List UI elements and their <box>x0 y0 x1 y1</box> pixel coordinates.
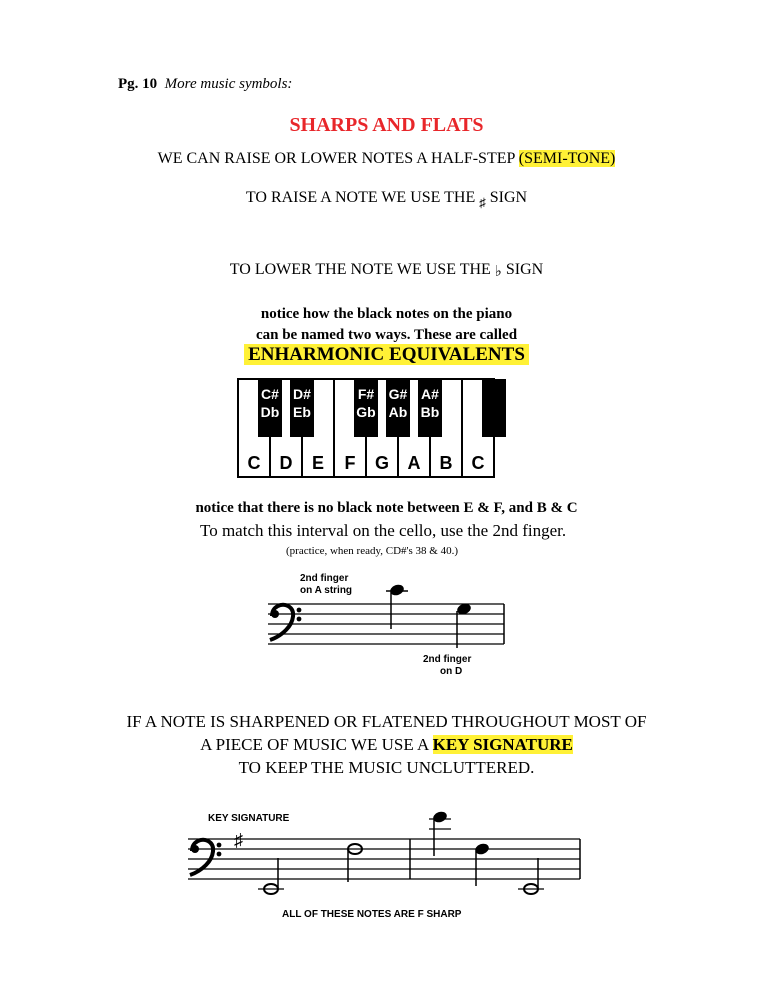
black-key-label: F# <box>357 386 375 402</box>
raise-text: TO RAISE A NOTE WE USE THE <box>245 189 480 206</box>
half-step-text: WE CAN RAISE OR LOWER NOTES A HALF-STEP <box>157 150 519 167</box>
black-key-label: A# <box>421 386 439 402</box>
practice-note: (practice, when ready, CD#'s 38 & 40.) <box>286 545 459 557</box>
staff-second-finger <box>260 566 520 686</box>
key-para-line3: TO KEEP THE MUSIC UNCLUTTERED. <box>238 758 535 777</box>
key-para-line2-text: A PIECE OF MUSIC WE USE A <box>200 735 433 754</box>
label-a-line2: on A string <box>300 585 353 596</box>
section-title: SHARPS AND FLATS <box>289 114 484 136</box>
raise-sign-text: SIGN <box>485 189 528 206</box>
key-sharp-icon: ♯ <box>234 830 243 850</box>
notice-piano-line-a: notice how the black notes on the piano <box>260 306 513 322</box>
flat-symbol-icon: ♭ <box>494 264 502 280</box>
raise-line <box>0 189 773 210</box>
black-key-label: Bb <box>420 404 440 420</box>
page-header <box>118 76 292 93</box>
staff2-caption: ALL OF THESE NOTES ARE F SHARP <box>282 909 462 920</box>
white-key-label: C <box>247 453 261 473</box>
bass-clef-icon <box>190 840 221 875</box>
page-number: Pg. 10 <box>118 76 158 92</box>
key-para-line2 <box>0 733 773 756</box>
bass-clef-icon <box>270 605 301 640</box>
notice-no-black: notice that there is no black note between E & F, and B & C <box>195 500 578 516</box>
key-signature-highlight: KEY SIGNATURE <box>432 735 573 754</box>
label-d-line1: 2nd finger <box>423 654 472 665</box>
half-step-line <box>0 150 773 168</box>
key-signature-paragraph <box>0 710 773 779</box>
notice-piano <box>0 304 773 346</box>
staff-key-signature <box>180 800 600 930</box>
page-subtitle: More music symbols: <box>164 76 293 92</box>
white-key-label: G <box>374 453 390 473</box>
lower-sign-text: SIGN <box>501 261 544 278</box>
white-key-label: D <box>279 453 293 473</box>
lower-text: TO LOWER THE NOTE WE USE THE <box>229 261 495 278</box>
semi-tone-highlight: (SEMI-TONE) <box>518 150 616 167</box>
black-key-label: D# <box>293 386 311 402</box>
black-key <box>482 379 506 437</box>
label-a-line1: 2nd finger <box>300 573 349 584</box>
lower-line <box>0 260 773 279</box>
black-key-label: Eb <box>293 404 311 420</box>
enharmonic-highlight: ENHARMONIC EQUIVALENTS <box>244 344 529 365</box>
white-key-label: F <box>344 453 356 473</box>
notice-piano-line-b: can be named two ways. These are called <box>255 327 518 343</box>
key-para-line1: IF A NOTE IS SHARPENED OR FLATENED THROUGHOUT MOST OF <box>126 712 647 731</box>
black-key-label: Ab <box>388 404 408 420</box>
sharp-symbol-icon: ♯ <box>479 195 486 210</box>
black-key-label: C# <box>261 386 279 402</box>
black-key-label: Gb <box>356 404 376 420</box>
black-key-label: G# <box>388 386 408 402</box>
black-key-label: Db <box>260 404 280 420</box>
piano-keyboard <box>236 377 516 479</box>
white-key-label: B <box>439 453 453 473</box>
enharmonic-heading <box>0 344 773 366</box>
label-d-line2: on D <box>440 666 463 677</box>
match-interval-text: To match this interval on the cello, use the 2nd finger. <box>200 521 567 540</box>
white-key-label: C <box>471 453 485 473</box>
staff2-lines <box>188 839 580 879</box>
white-key-label: E <box>311 453 325 473</box>
key-signature-label: KEY SIGNATURE <box>208 813 290 824</box>
white-key-label: A <box>407 453 421 473</box>
